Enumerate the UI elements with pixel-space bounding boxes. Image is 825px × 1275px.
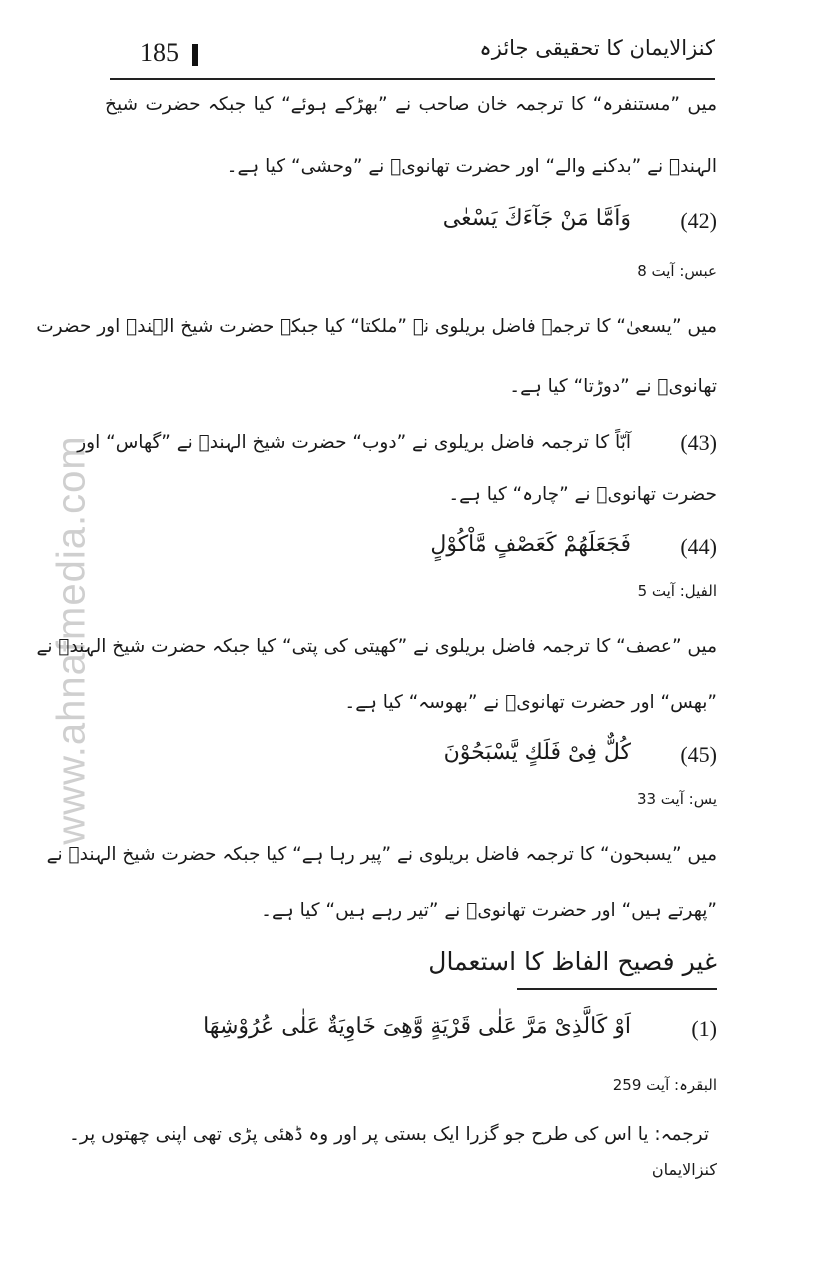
body-line: میں ”مستنفرہ“ کا ترجمہ خان صاحب نے ”بھڑکے ہوئے“ کیا جبکہ حضرت شیخ: [105, 94, 717, 115]
body-line: الہندؒ نے ”بدکنے والے“ اور حضرت تھانویؒ نے ”وحشی“ کیا ہے۔: [226, 156, 717, 177]
body-line: حضرت تھانویؒ نے ”چارہ“ کیا ہے۔: [448, 484, 717, 505]
quranic-verse: فَجَعَلَهُمْ كَعَصْفٍ مَّاْكُوْلٍ: [430, 532, 631, 557]
item-number: (44): [680, 534, 717, 559]
verse-reference: الفیل: آیت 5: [637, 582, 717, 600]
source-label: کنزالایمان: [651, 1160, 717, 1179]
body-line: میں ”عصف“ کا ترجمہ فاضل بریلوی نے ”کھیتی کی پتی“ کیا جبکہ حضرت شیخ الہندؒ نے: [36, 636, 717, 657]
header-bar: [192, 44, 198, 66]
quranic-verse: وَاَمَّا مَنْ جَآءَكَ يَسْعٰى: [442, 206, 631, 231]
page-header: [110, 30, 715, 80]
verse-reference: یس: آیت 33: [636, 790, 717, 808]
item-number: (43): [680, 430, 717, 455]
translation-line: ترجمہ: یا اس کی طرح جو گزرا ایک بستی پر اور وہ ڈھئی پڑی تھی اپنی چھتوں پر۔: [69, 1124, 709, 1145]
body-line: میں ”یسعیٰ“ کا ترجمہ فاضل بریلوی نے ”ملکتا“ کیا جبکہ حضرت شیخ الہندؒ اور حضرت: [36, 316, 717, 337]
item-number: (1): [691, 1016, 717, 1041]
body-line: میں ”یسبحون“ کا ترجمہ فاضل بریلوی نے ”پیر رہا ہے“ کیا جبکہ حضرت شیخ الہندؒ نے: [46, 844, 717, 865]
body-line: آبّاً کا ترجمہ فاضل بریلوی نے ”دوب“ حضرت شیخ الہندؒ نے ”گھاس“ اور: [77, 432, 631, 453]
item-number: (45): [680, 742, 717, 767]
body-line: ”پھرتے ہیں“ اور حضرت تھانویؒ نے ”تیر رہے ہیں“ کیا ہے۔: [261, 900, 717, 921]
running-title: کنزالایمان کا تحقیقی جائزہ: [479, 36, 715, 60]
item-number: (42): [680, 208, 717, 233]
verse-reference: البقرہ: آیت 259: [612, 1076, 717, 1094]
section-heading: غیر فصیح الفاظ کا استعمال: [428, 947, 717, 976]
watermark: www.ahnafmedia.com: [49, 435, 94, 845]
page-number: 185: [140, 38, 179, 67]
quranic-verse: كُلٌّ فِىْ فَلَكٍ يَّسْبَحُوْنَ: [443, 740, 631, 765]
verse-reference: عبس: آیت 8: [637, 262, 717, 280]
section-underline: [517, 988, 717, 990]
body-line: تھانویؒ نے ”دوڑتا“ کیا ہے۔: [509, 376, 717, 397]
body-line: ”بھس“ اور حضرت تھانویؒ نے ”بھوسہ“ کیا ہے۔: [344, 692, 717, 713]
quranic-verse: اَوْ كَالَّذِىْ مَرَّ عَلٰى قَرْيَةٍ وَّهِىَ خَاوِيَةٌ عَلٰى عُرُوْشِهَا: [203, 1014, 631, 1039]
